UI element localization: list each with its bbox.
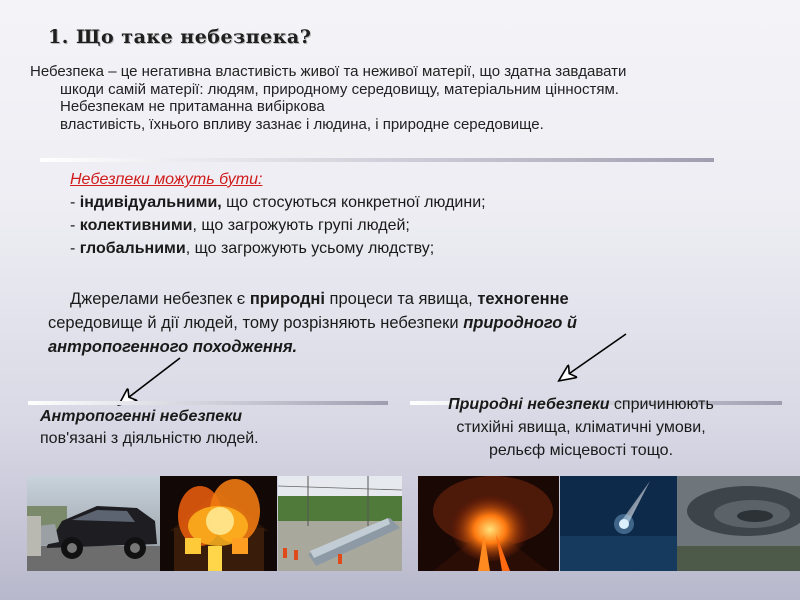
train-derailment-photo [278,476,402,571]
anthropogenic-desc: пов'язані з діяльністю людей. [40,430,259,447]
definition-line-1: – це негативна властивість живої та неживої матерії, що здатна завдавати [104,63,627,80]
sources-text: Джерелами небезпек є [70,290,250,308]
house-fire-photo [160,476,277,571]
natural-desc-3: рельєф місцевості тощо. [488,442,674,459]
sources-text: процеси та явища, [324,290,478,308]
volcano-eruption-photo [418,476,559,571]
list-dash: - [70,217,80,234]
definition-line-3: Небезпекам не притаманна вибіркова [60,98,325,115]
storm-cloud-photo [677,476,800,571]
list-dash: - [70,194,80,211]
hazard-types-header: Небезпеки можуть бути: [70,171,263,188]
hazard-type-term: колективними [79,217,193,234]
natural-block [406,393,756,462]
sources-bold-technogenic: техногенне [477,290,569,308]
hazard-type-desc: , що загрожують усьому людству; [185,240,435,257]
anthropogenic-block [40,406,360,450]
arrow-to-natural [560,334,626,380]
meteor-photo [560,476,677,571]
anthropogenic-title: Антропогенні небезпеки [40,408,243,425]
sources-line-3: антропогенного походження. [48,338,298,356]
sources-bold-natural-origin: природного й [463,314,577,332]
hazard-type-desc: що стосуються конкретної людини; [221,194,486,211]
hazard-type-term: глобальними [79,240,186,257]
natural-title: Природні небезпеки [448,396,610,413]
definition-term: Небезпека [30,63,105,80]
definition-line-2: шкоди самій матерії: людям, природному середовищу, матеріальним цінностям. [60,80,619,98]
list-dash: - [70,240,80,257]
sources-text: середовище й дії людей, тому розрізняють небезпеки [48,314,464,332]
hazard-type-term: індивідуальними, [79,194,222,211]
hazard-type-desc: , що загрожують групі людей; [192,217,410,234]
natural-desc-2: стихійні явища, кліматичні умови, [456,419,706,436]
definition-line-4: властивість, їхнього впливу зазнає і людина, і природне середовище. [60,115,544,133]
slide-title: 1. Що таке небезпека? [48,26,312,48]
natural-desc-1: спричинюють [609,396,714,413]
divider-left [28,401,388,405]
arrow-to-anthropogenic [120,358,180,404]
sources-bold-natural: природні [249,290,325,308]
car-crash-photo [27,476,160,571]
